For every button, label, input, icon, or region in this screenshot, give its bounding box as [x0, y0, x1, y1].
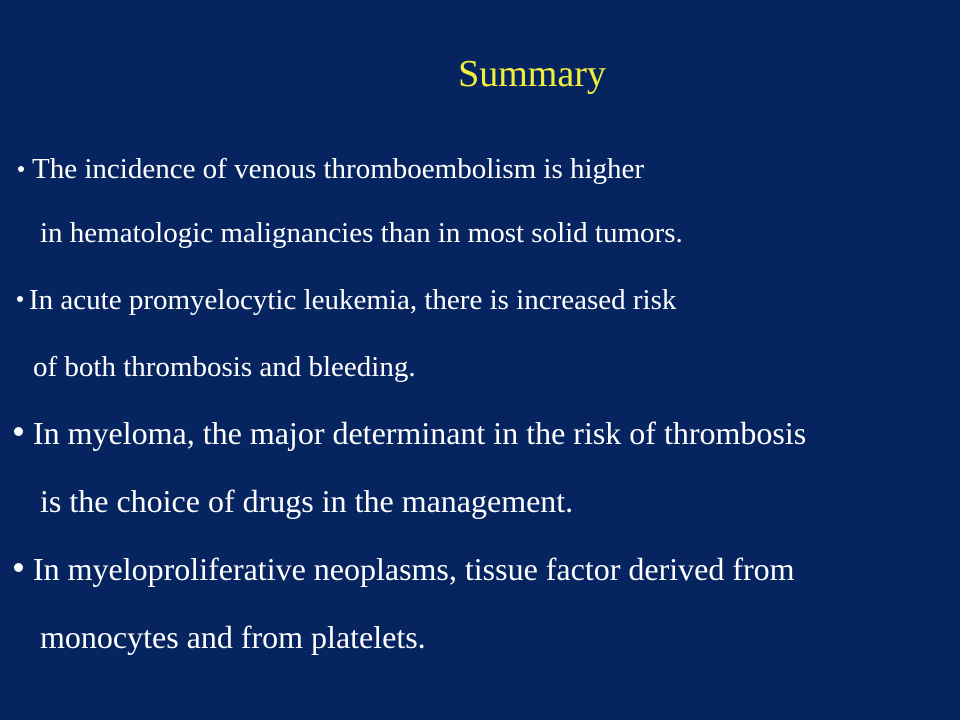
- bullet-dot-1: [18, 166, 24, 172]
- bullet-3-line-1: In myeloma, the major determinant in the risk of thrombosis: [33, 415, 807, 451]
- bullet-dot-3: [14, 427, 23, 436]
- bullet-dot-4: [14, 563, 23, 572]
- bullet-2-line-1: In acute promyelocytic leukemia, there is increased risk: [29, 284, 677, 316]
- slide-title: Summary: [458, 53, 606, 95]
- bullet-1-line-2: in hematologic malignancies than in most solid tumors.: [40, 217, 683, 249]
- bullet-dot-2: [17, 296, 23, 302]
- bullet-4-line-1: In myeloproliferative neoplasms, tissue factor derived from: [33, 551, 795, 587]
- bullet-4-line-2: monocytes and from platelets.: [40, 619, 426, 655]
- bullet-2-line-2: of both thrombosis and bleeding.: [33, 351, 416, 383]
- bullet-3-line-2: is the choice of drugs in the management.: [40, 483, 574, 519]
- bullet-1-line-1: The incidence of venous thromboembolism is higher: [32, 153, 645, 185]
